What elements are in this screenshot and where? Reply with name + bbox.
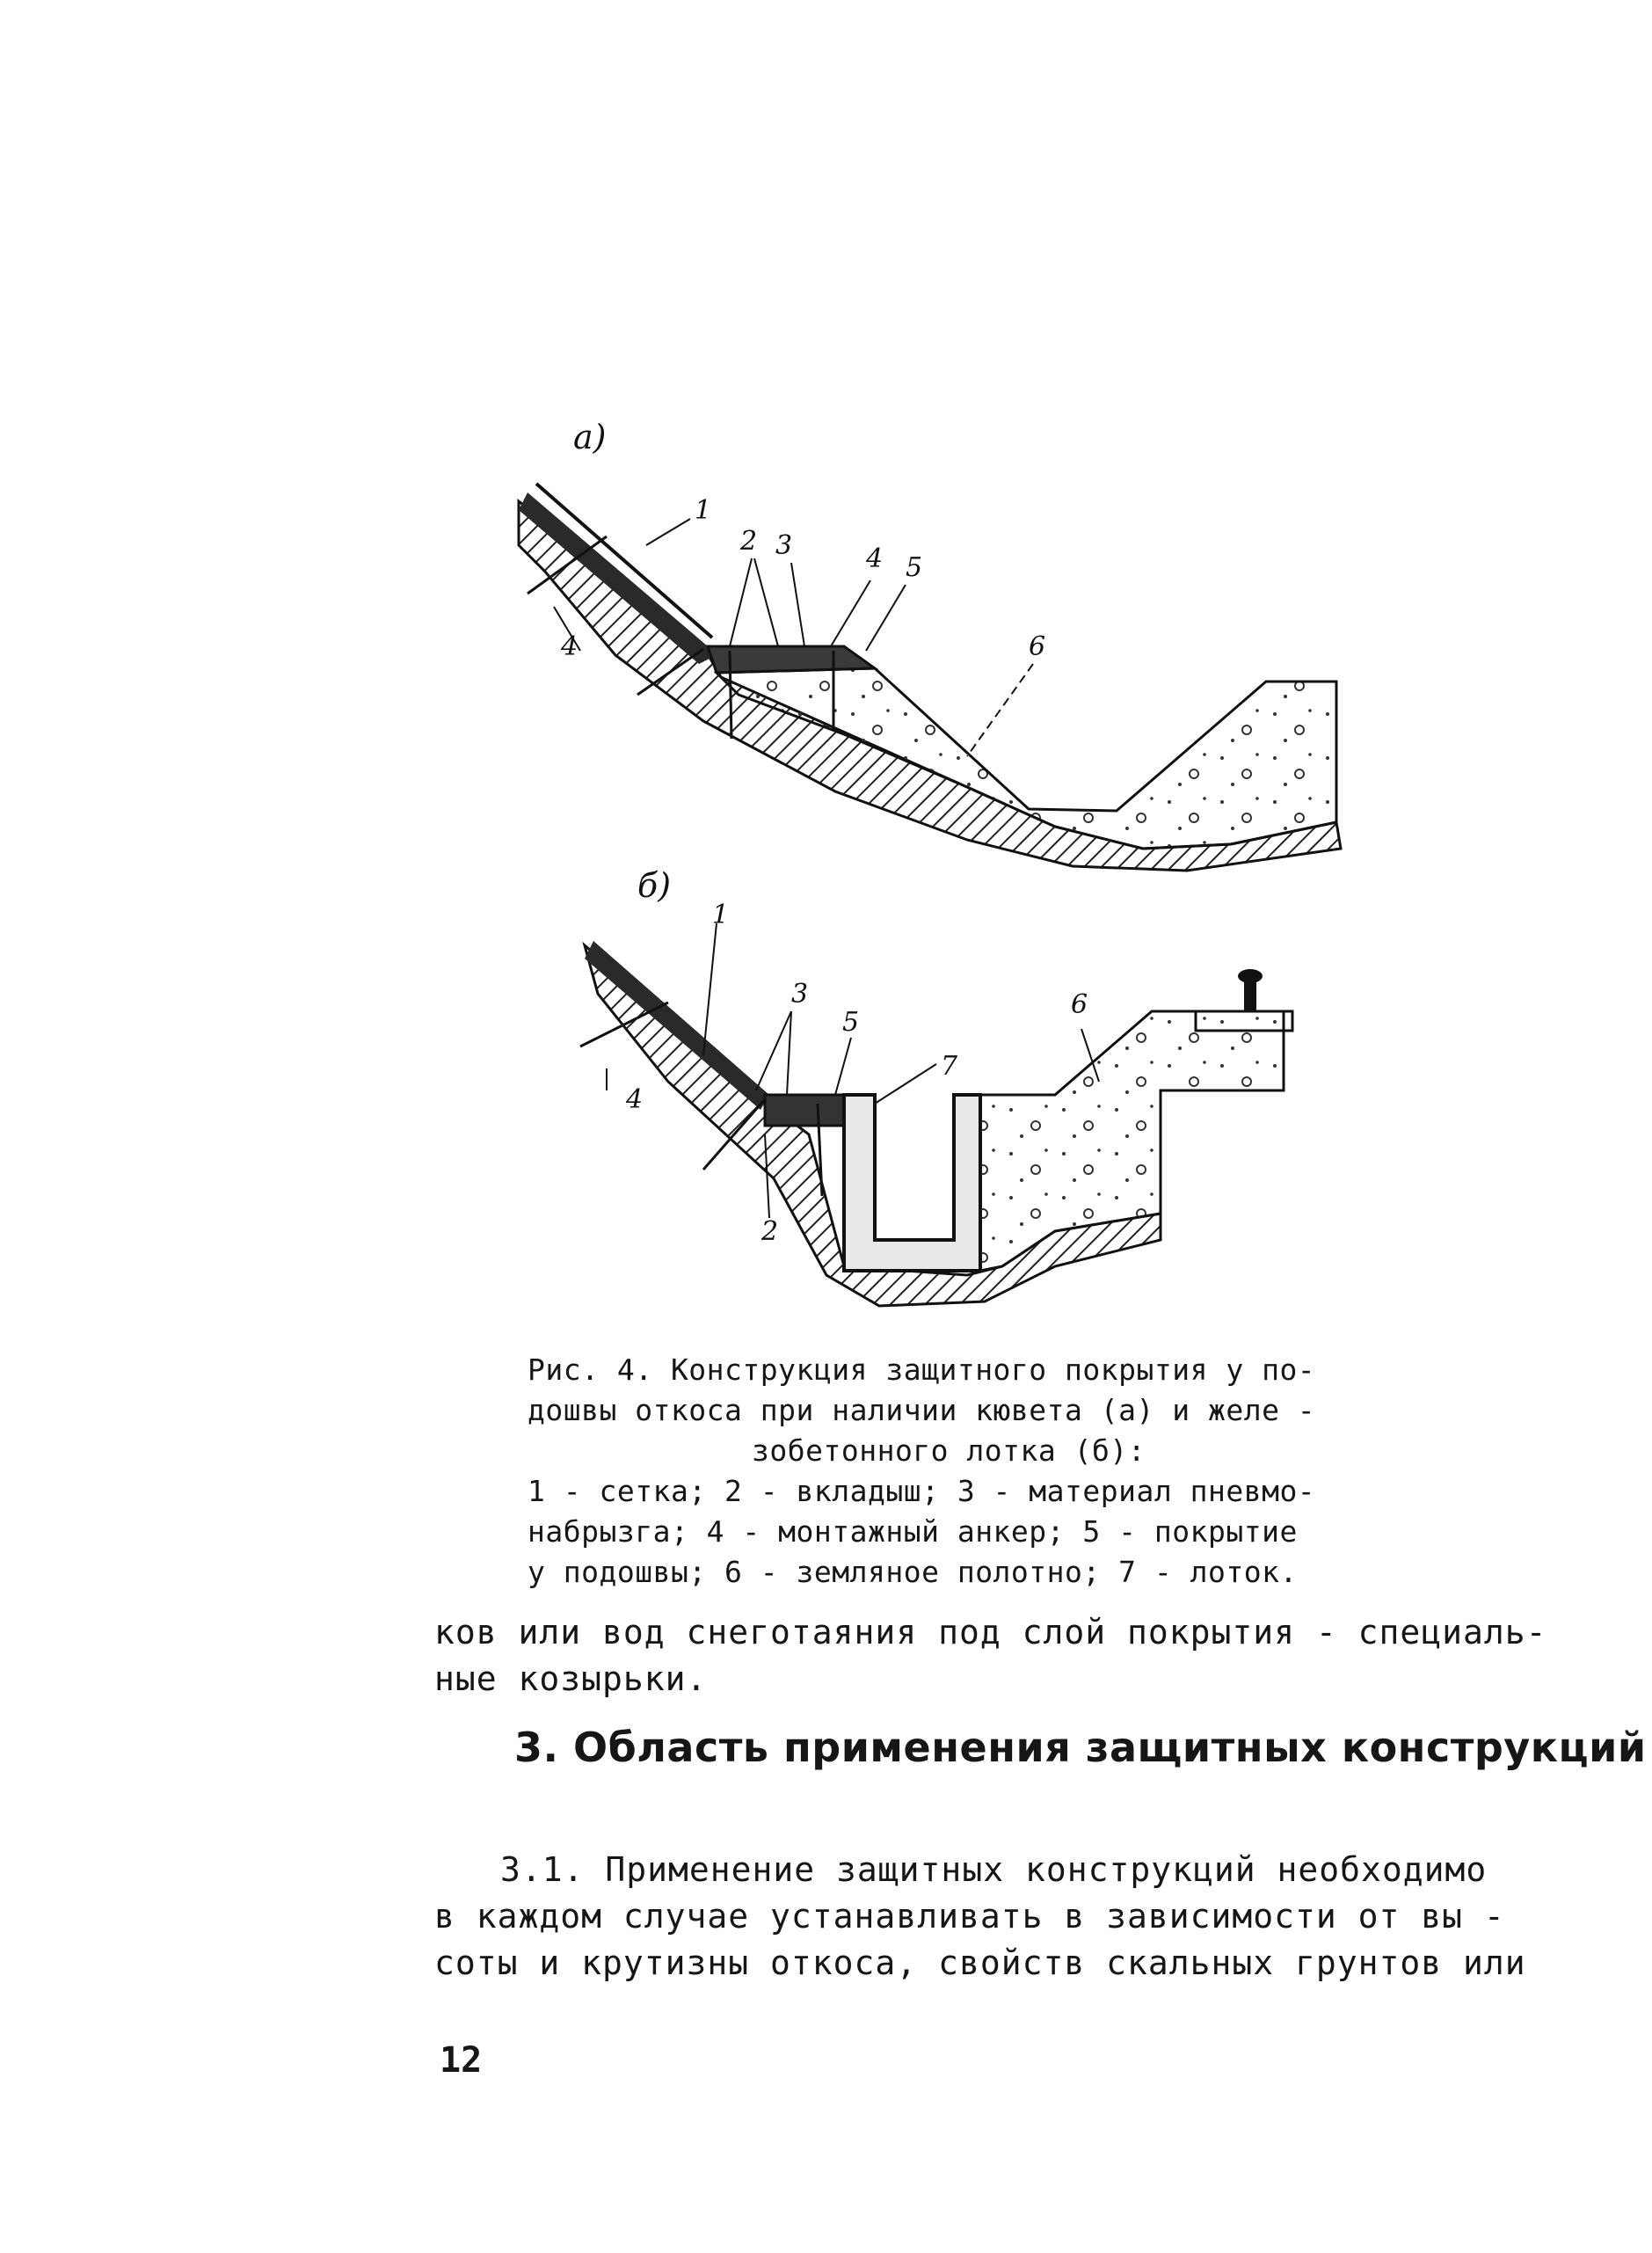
figure-caption [528,1350,1415,1593]
callout-a-5: 5 [906,552,923,583]
caption-line: 1 - сетка; 2 - вкладыш; 3 - материал пневмо- [528,1474,1316,1508]
callout-a-6: 6 [1029,631,1046,662]
continuation-text [434,1609,1551,1703]
callout-b-7: 7 [941,1051,958,1082]
callout-b-5: 5 [842,1007,860,1038]
text-line: ные козырьки. [434,1659,708,1698]
text-line: соты и крутизны откоса, свойств скальных грунтов или [434,1943,1526,1982]
figure-a [519,418,1341,871]
caption-line: Рис. 4. Конструкция защитного покрытия у по- [528,1353,1316,1387]
figure-b-label: б) [637,866,672,905]
callout-a-4b: 4 [561,631,579,662]
callout-b-6: 6 [1071,989,1088,1020]
figure-b [580,866,1292,1306]
caption-line: зобетонного лотка (б): [752,1433,1146,1468]
text-line: ков или вод снеготаяния под слой покрытия - специаль- [434,1613,1547,1651]
callout-b-2: 2 [761,1216,779,1247]
caption-line: набрызга; 4 - монтажный анкер; 5 - покрытие [528,1514,1298,1549]
page-number: 12 [440,2040,483,2081]
callout-a-4: 4 [866,543,884,574]
callout-a-3: 3 [775,530,793,561]
callout-a-2: 2 [740,526,758,557]
caption-line: у подошвы; 6 - земляное полотно; 7 - лоток. [528,1555,1298,1589]
paragraph-3-1 [434,1847,1551,1987]
text-line: в каждом случае устанавливать в зависимости от вы - [434,1897,1505,1936]
callout-a-1: 1 [695,495,712,526]
toe-coating-b [765,1095,844,1126]
section-heading: 3. Область применения защитных конструкций [514,1724,1647,1771]
callout-b-3: 3 [791,979,809,1010]
concrete-trough [844,1095,980,1271]
text-line: 3.1. Применение защитных конструкций необходимо [500,1850,1488,1889]
caption-line: дошвы откоса при наличии кювета (а) и желе - [528,1393,1316,1427]
callout-b-1: 1 [712,900,730,930]
figure-a-label: а) [573,418,607,456]
callout-b-4: 4 [626,1084,644,1115]
